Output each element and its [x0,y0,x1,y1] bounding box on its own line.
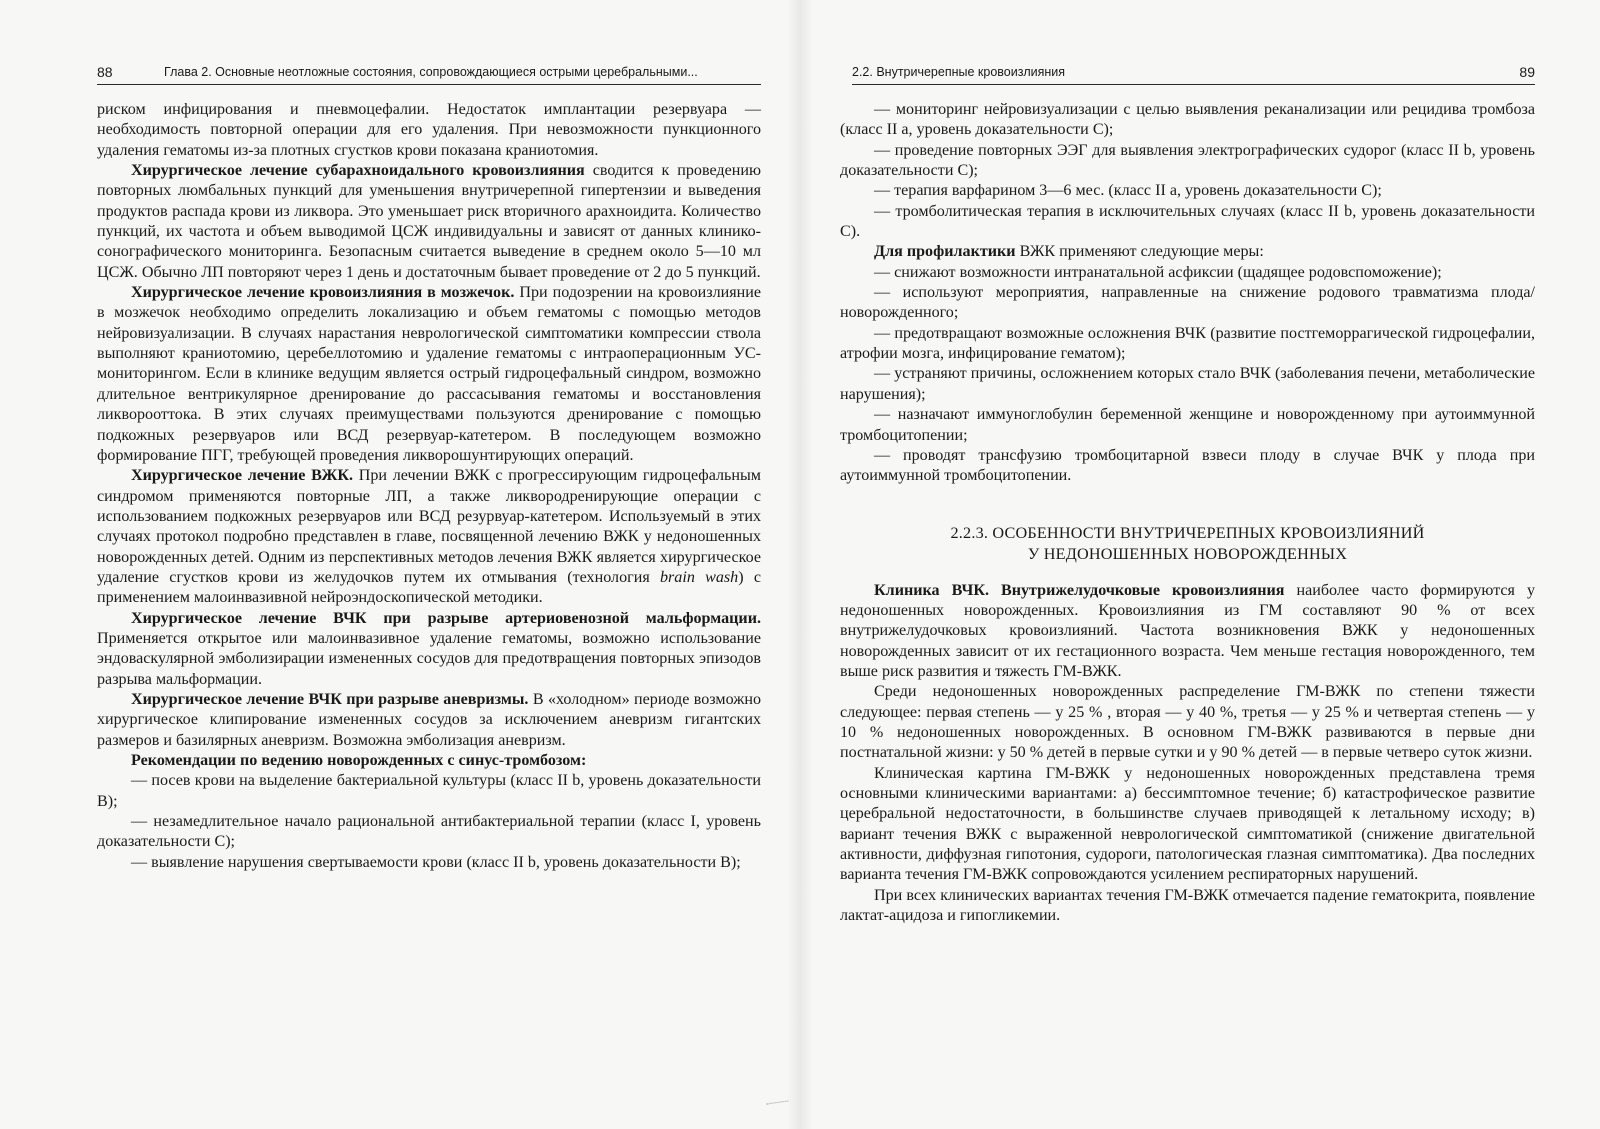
left-page [0,0,790,1129]
paragraph-text: Применяется открытое или малоинвазивное удаление гематомы, возможно использование эндоваскулярной эмболизирации измененных сосудов для предотвращения повторных эпизодов разрыва мальформации. [97,629,761,688]
paragraph-text: наиболее часто формируются у недоношенных новорожденных. Кровоизлияния из ГМ составляют 90 % от всех внутрижелудочковых кровоизлияний. Частота возникновения ВЖК у недоношенных новорожденных зависит от их гестационного возраста. Чем меньше гестация новорожденного, тем выше риск развития и тяжесть ГМ-ВЖК. [840,581,1535,680]
paragraph [97,161,761,283]
paragraph [840,581,1535,683]
right-page-body [840,100,1535,926]
list-item: — снижают возможности интранатальной асфиксии (щадящее родовспоможение); [874,263,1442,281]
paragraph-text: ) с применением малоинвазивной нейроэндоскопической методики. [97,568,761,607]
list-item: — предотвращают возможные осложнения ВЧК (развитие постгеморрагической гидроцефалии, атрофии мозга, инфицирование гематом); [840,324,1535,363]
list-item: — проводят трансфузию тромбоцитарной взвеси плоду в случае ВЧК у плода при аутоиммунной тромбоцитопении. [840,446,1535,485]
list-item: — тромболитическая терапия в исключительных случаях (класс II b, уровень доказательности C). [840,202,1535,241]
paragraph: Среди недоношенных новорожденных распределение ГМ-ВЖК по степени тяжести следующее: первая степень — у 25 % , вторая — у 40 %, третья — у 25 % и четвертая степень — у 10 % недоношенных новорожденных. В основном ГМ-ВЖК развиваются в первые дни постнатальной жизни: у 50 % детей в первые сутки и у 90 % детей — в первые четверо суток жизни. [840,683,1535,762]
left-page-header [97,62,761,85]
bold-lead: Для профилактики [874,243,1016,261]
paragraph-text: В «холодном» периоде возможно хирургическое клипирование измененных сосудов за исключением аневризм гигантских размеров и базилярных аневризм. Возможна эмболизация аневризм. [97,690,761,749]
paragraph: Клиническая картина ГМ-ВЖК у недоношенных новорожденных представлена тремя основными клиническими вариантами: а) бессимптомное течение; б) катастрофическое развитие церебральной недостаточности, в большинстве случаев приводящей к летальному исходу; в) вариант течения ВЖК с выраженной неврологической симптоматикой (снижение двигательной активности, диффузная гипотония, судороги, патологическая глазная симптоматика). Два последних варианта течения ГМ-ВЖК сопровождаются усилением респираторных нарушений. [840,764,1535,884]
list-item: — мониторинг нейровизуализации с целью выявления реканализации или рецидива тромбоза (класс II a, уровень доказательности C); [840,101,1535,139]
bold-lead: Хирургическое лечение кровоизлияния в мозжечок. [131,284,515,302]
list-item: — терапия варфарином 3—6 мес. (класс II a, уровень доказательности C); [874,182,1382,200]
section-heading [840,523,1535,565]
bold-lead: Хирургическое лечение ВЧК при разрыве артериовенозной мальформации. [131,609,761,627]
paragraph [97,283,761,466]
paragraph-text: ВЖК применяют следующие меры: [1015,243,1264,261]
running-head: Глава 2. Основные неотложные состояния, сопровождающиеся острыми церебральными... [164,65,698,79]
section-heading-line: У НЕДОНОШЕННЫХ НОВОРОЖДЕННЫХ [1027,544,1348,563]
page-number: 88 [97,64,113,80]
paragraph [97,690,761,751]
paragraph: При всех клинических вариантах течения ГМ-ВЖК отмечается падение гематокрита, появление лактат-ацидоза и гипогликемии. [840,886,1535,925]
right-page-header [852,62,1535,85]
italic-term: brain wash [660,568,739,586]
paragraph-text: сводится к проведению повторных люмбальных пункций для уменьшения внутричерепной гипертензии и выведения продуктов распада крови из ликвора. Это уменьшает риск вторичного арахноидита. Количество пункций, их частота и объем выводимой ЦСЖ индивидуальны и зависят от данных клинико-сонографического мониторинга. Безопасным считается выведение в среднем около 5—10 мл ЦСЖ. Обычно ЛП повторяют через 1 день и достаточным бывает проведение от 2 до 5 пункций. [97,162,761,281]
list-item: — выявление нарушения свертываемости крови (класс II b, уровень доказательности B); [131,853,741,871]
section-heading-line: 2.2.3. ОСОБЕННОСТИ ВНУТРИЧЕРЕПНЫХ КРОВОИЗЛИЯНИЙ [950,523,1425,542]
list-item: — используют мероприятия, направленные на снижение родового травматизма плода/ новорожденного; [840,284,1535,322]
bold-lead: Хирургическое лечение ВЖК. [131,467,354,485]
paragraph [97,609,761,690]
paragraph: риском инфицирования и пневмоцефалии. Недостаток имплантации резервуара — необходимость повторной операции для его удаления. При невозможности пункционного удаления гематомы из-за плотных сгустков крови показана краниотомия. [97,101,761,159]
bold-lead: Рекомендации по ведению новорожденных с синус-тромбозом: [131,752,587,769]
list-item: — посев крови на выделение бактериальной культуры (класс II b, уровень доказательности B); [97,772,761,810]
bold-lead: Хирургическое лечение субарахноидального кровоизлияния [131,162,585,180]
paragraph [97,751,761,771]
right-page [810,0,1600,1129]
paragraph-text: При лечении ВЖК с прогрессирующим гидроцефальным синдромом применяются повторные ЛП, а также ликвородренирующие операции с использованием подкожных резервуаров или ВСД резурвуар-катетером. Используемый в этих случаях протокол подробно представлен в главе, посвященной лечению ВЖК у недоношенных новорожденных детей. Одним из перспективных методов лечения ВЖК является хирургическое удаление сгустков крови из желудочков путем их отмывания (технология [97,467,761,586]
paragraph [840,242,1535,262]
left-page-body [97,100,761,873]
list-item: — незамедлительное начало рациональной антибактериальной терапии (класс I, уровень доказательности C); [97,813,761,851]
bold-lead: Хирургическое лечение ВЧК при разрыве аневризмы. [131,690,529,708]
list-item: — проведение повторных ЭЭГ для выявления электрографических судорог (класс II b, уровень доказательности C); [840,141,1535,180]
list-item: — устраняют причины, осложнением которых стало ВЧК (заболевания печени, метаболические нарушения); [840,365,1535,403]
bold-lead: Клиника ВЧК. Внутрижелудочковые кровоизлияния [874,581,1285,599]
paragraph-text: При подозрении на кровоизлияние в мозжечок необходимо определить локализацию и объем гематомы с помощью методов нейровизуализации. В случаях нарастания неврологической симптоматики компрессии ствола выполняют краниотомию, церебеллотомию и удаление гематомы с интраоперационным УС-мониторингом. Если в клинике ведущим является острый гидроцефальный синдром, возможно длительное вентрикулярное дренирование до рассасывания гематомы и восстановления ликворооттока. В этих случаях преимуществами пользуются дренирование с помощью подкожных резервуаров или ВСД резервуар-катетером. В последующем возможно формирование ПГГ, требующей проведения ликворошунтирующих операций. [97,284,762,464]
page-number: 89 [1519,64,1535,80]
paragraph [97,466,761,608]
list-item: — назначают иммуноглобулин беременной женщине и новорожденному при аутоиммунной тромбоцитопении; [840,406,1535,444]
running-head: 2.2. Внутричерепные кровоизлияния [852,65,1066,79]
